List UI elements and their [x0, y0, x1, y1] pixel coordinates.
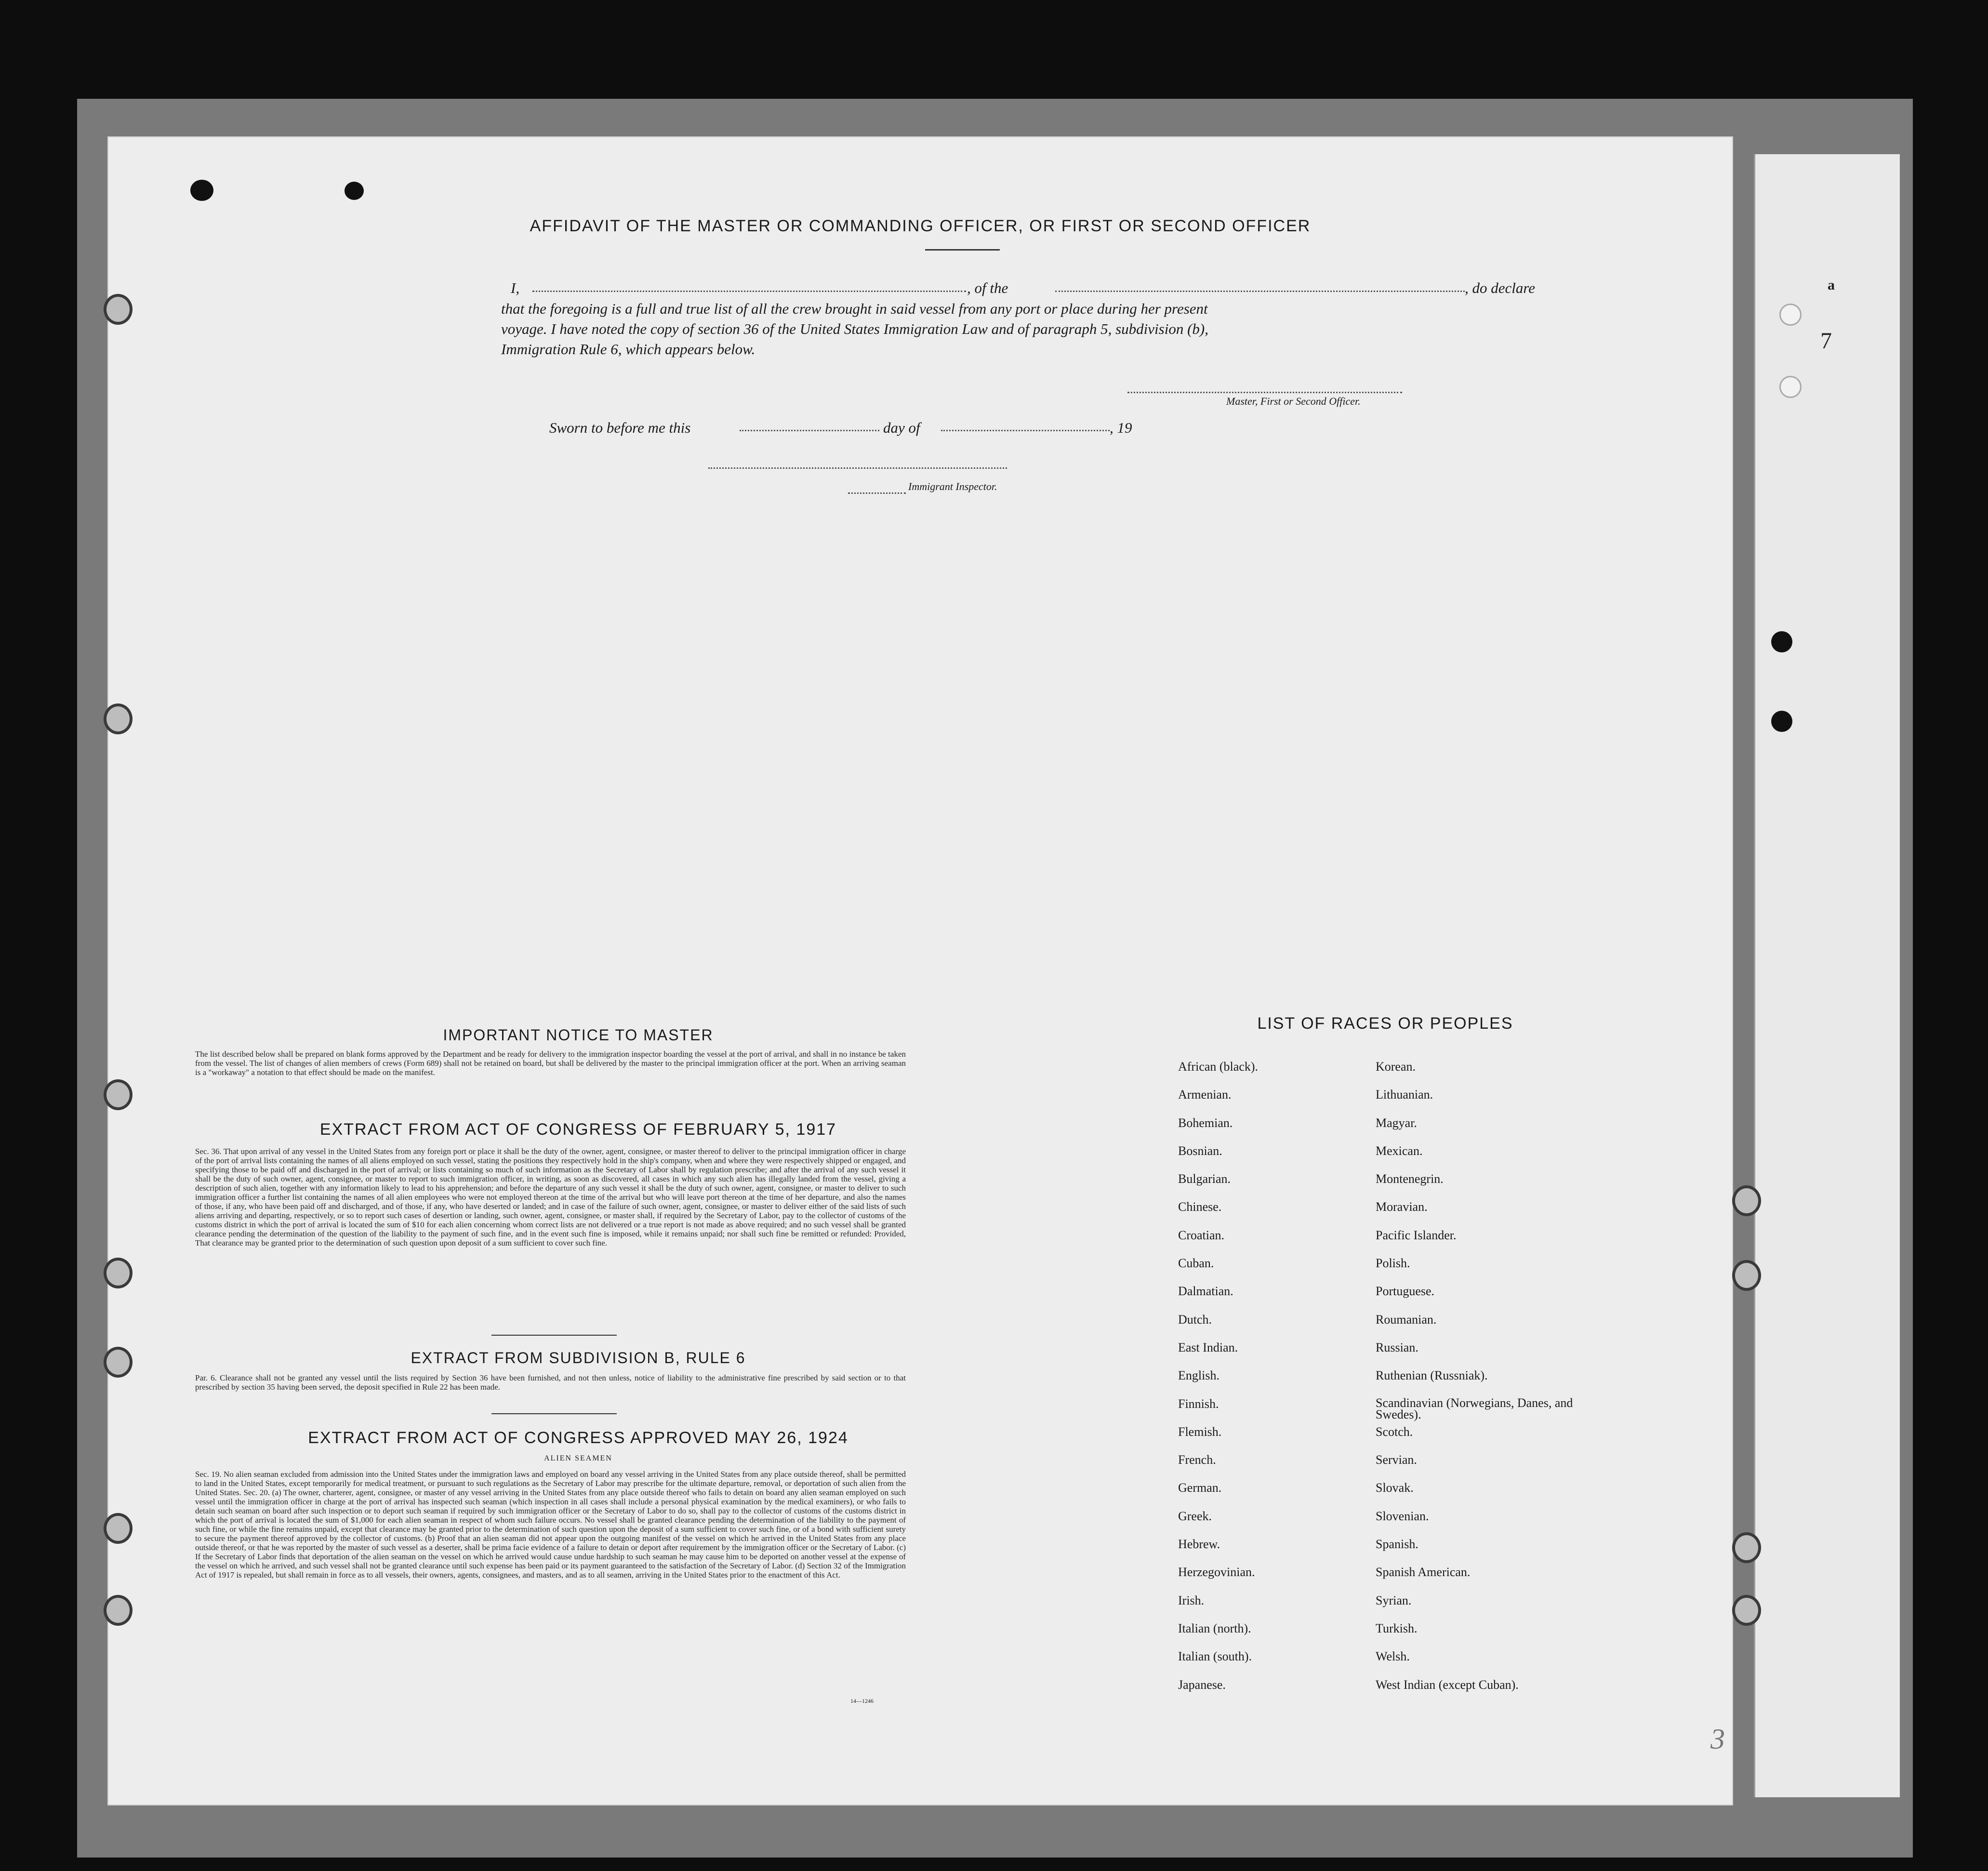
affidavit-declare: , do declare — [1465, 279, 1536, 296]
race-item: English. — [1178, 1368, 1219, 1383]
binder-ring — [104, 1258, 133, 1288]
underpage-letter: a — [1828, 277, 1835, 293]
underpage-digit: 7 — [1820, 328, 1832, 354]
punch-hole — [1771, 631, 1792, 652]
race-item: Montenegrin. — [1376, 1172, 1444, 1186]
race-item: Japanese. — [1178, 1677, 1226, 1692]
race-item: Italian (south). — [1178, 1649, 1252, 1664]
race-item: Magyar. — [1376, 1115, 1417, 1130]
race-item: Portuguese. — [1376, 1284, 1435, 1299]
race-item: Dalmatian. — [1178, 1284, 1233, 1299]
race-item: Chinese. — [1178, 1200, 1222, 1214]
race-item: Ruthenian (Russniak). — [1376, 1368, 1488, 1383]
race-item: Korean. — [1376, 1060, 1416, 1074]
race-item: Lithuanian. — [1376, 1088, 1433, 1102]
extract-1924-title: EXTRACT FROM ACT OF CONGRESS APPROVED MAY 26, 1924 — [308, 1429, 848, 1447]
notice-text: The list described below shall be prepared on blank forms approved by the Department and be ready for delivery to the immigration inspector boarding the vessel at the port of arrival, and shall in no instance be taken from the vessel. The list of changes of alien members of crews (Form 689) shall not be retained on board, but shall be delivered by the master to the principal immigration officer at the port. When an arriving seaman is a "workaway" a notation to that effect should be made on the manifest. — [195, 1049, 906, 1077]
race-item: Bulgarian. — [1178, 1172, 1231, 1186]
race-item: Irish. — [1178, 1593, 1205, 1607]
race-item: Pacific Islander. — [1376, 1228, 1457, 1242]
binder-ring — [1732, 1185, 1761, 1216]
extract-1924-subtitle: ALIEN SEAMEN — [544, 1454, 612, 1462]
binder-ring — [104, 703, 133, 734]
race-item: Mexican. — [1376, 1143, 1423, 1158]
inspector-signature-blank[interactable] — [708, 467, 1007, 469]
section-divider — [491, 1335, 617, 1336]
punch-hole — [345, 182, 364, 200]
binder-ring — [1732, 1260, 1761, 1291]
race-item: Scotch. — [1376, 1424, 1413, 1439]
race-item: Scandinavian (Norwegians, Danes, and Swedes). — [1376, 1395, 1573, 1421]
race-item: Finnish. — [1178, 1396, 1219, 1411]
race-item: Croatian. — [1178, 1228, 1225, 1242]
race-item: Bosnian. — [1178, 1143, 1222, 1158]
races-right-column — [1376, 1060, 1578, 1706]
race-item: Welsh. — [1376, 1649, 1410, 1664]
underlying-page — [1754, 154, 1900, 1797]
inspector-dots — [848, 492, 906, 494]
race-item: Moravian. — [1376, 1200, 1428, 1214]
affidavit-line-4: Immigration Rule 6, which appears below. — [501, 341, 755, 358]
race-item: Flemish. — [1178, 1424, 1222, 1439]
affidavit-of-the: , of the — [967, 279, 1008, 296]
race-item: Cuban. — [1178, 1256, 1214, 1271]
race-item: Hebrew. — [1178, 1537, 1220, 1552]
vessel-blank[interactable] — [1055, 291, 1465, 292]
sworn-month-blank[interactable] — [941, 430, 1110, 431]
race-item: Servian. — [1376, 1453, 1417, 1467]
race-item: Greek. — [1178, 1509, 1212, 1523]
binder-ring — [104, 1595, 133, 1626]
affidavit-title: AFFIDAVIT OF THE MASTER OR COMMANDING OFFICER, OR FIRST OR SECOND OFFICER — [530, 217, 1311, 235]
subdivision-b-title: EXTRACT FROM SUBDIVISION B, RULE 6 — [411, 1349, 746, 1367]
binder-ring — [104, 1347, 133, 1378]
race-item: Spanish American. — [1376, 1565, 1471, 1579]
form-number: 14—1246 — [850, 1698, 874, 1704]
race-item: Slovak. — [1376, 1481, 1414, 1495]
race-item: Syrian. — [1376, 1593, 1412, 1607]
race-item: East Indian. — [1178, 1340, 1238, 1354]
underpage-ring — [1779, 376, 1802, 398]
races-title: LIST OF RACES OR PEOPLES — [1257, 1014, 1513, 1033]
notice-title: IMPORTANT NOTICE TO MASTER — [443, 1026, 714, 1044]
handwritten-page-number: 3 — [1710, 1723, 1725, 1755]
inspector-label: Immigrant Inspector. — [908, 480, 997, 492]
extract-1917-text: Sec. 36. That upon arrival of any vessel in the United States from any foreign port or place it shall be the duty of the owner, agent, consignee, or master thereof to deliver to the principal immigration officer in charge of the port of arrival lists containing the names of all aliens employed on such vessel, stating the positions they respectively hold in the ship's company, when and where they were respectively shipped or engaged, and specifying those to be paid off and discharged in the port of arrival; or lists containing so much of such information as the Secretary of Labor shall by regulation prescribe; and after the arrival of any such vessel it shall be the duty of such owner, agent, consignee, or master to report to such immigration officer, in writing, as soon as discovered, all cases in which any such alien has illegally landed from the vessel, giving a description of such alien, together with any information likely to lead to his apprehension; and before the departure of any such vessel it shall be the duty of such owner, agent, consignee, or master to deliver to such immigration officer a further list containing the names of all alien employees who were not employed thereon at the time of the arrival but who will leave port thereon at the time of her departure, and also the names of those, if any, who have been paid off and discharged, and of those, if any, who have deserted or landed; and in case of the failure of such owner, agent, consignee, or master to deliver either of the said lists of such aliens arriving and departing, respectively, or so to report such cases of desertion or landing, such owner, agent, consignee, or master shall, if required by the Secretary of Labor, pay to the collector of customs of the customs district in which the port of arrival is located the sum of $10 for each alien concerning whom correct lists are not delivered or a true report is not made as above required; and no such vessel shall be granted clearance pending the determination of the question of the liability to the payment of such fine, and in the event such fine is imposed, while it remains unpaid; nor shall such fine be remitted or refunded: Provided, That clearance may be granted prior to the determination of such question upon deposit of a sum sufficient to cover such fine. — [195, 1147, 906, 1247]
name-blank[interactable] — [532, 291, 966, 292]
race-item: Roumanian. — [1376, 1312, 1437, 1327]
punch-hole — [1771, 711, 1792, 732]
master-label: Master, First or Second Officer. — [1226, 395, 1361, 407]
race-item: Turkish. — [1376, 1621, 1418, 1635]
race-item: Spanish. — [1376, 1537, 1418, 1552]
binder-ring — [104, 294, 133, 325]
race-item: Italian (north). — [1178, 1621, 1251, 1635]
subdivision-b-text: Par. 6. Clearance shall not be granted any vessel until the lists required by Section 36 have been furnished, and not then unless, notice of liability to the administrative fine prescribed by said section or to that prescribed by section 35 having been served, the deposit specified in Rule 22 has been made. — [195, 1373, 906, 1392]
binder-ring — [1732, 1595, 1761, 1626]
races-left-column — [1178, 1060, 1258, 1706]
sworn-text: Sworn to before me this — [549, 419, 691, 436]
extract-1917-title: EXTRACT FROM ACT OF CONGRESS OF FEBRUARY 5, 1917 — [319, 1120, 837, 1139]
day-of-text: day of — [883, 419, 920, 436]
binder-ring — [104, 1513, 133, 1544]
punch-hole — [190, 180, 213, 201]
document-page — [108, 137, 1732, 1805]
race-item: West Indian (except Cuban). — [1376, 1677, 1519, 1692]
affidavit-line-2: that the foregoing is a full and true list of all the crew brought in said vessel from any port or place during her present — [501, 300, 1208, 317]
race-item: French. — [1178, 1453, 1216, 1467]
race-item: Polish. — [1376, 1256, 1410, 1271]
race-item: Bohemian. — [1178, 1115, 1233, 1130]
race-item: Slovenian. — [1376, 1509, 1429, 1523]
master-signature-blank[interactable] — [1127, 392, 1402, 393]
extract-1924-text: Sec. 19. No alien seaman excluded from admission into the United States under the immigration laws and employed on board any vessel arriving in the United States from any place outside thereof, shall be permitted to land in the United States, except temporarily for medical treatment, or pursuant to such regulations as the Secretary of Labor may prescribe for the ultimate departure, removal, or deportation of such alien from the United States. Sec. 20. (a) The owner, charterer, agent, consignee, or master of any vessel arriving in the United States from any place outside thereof who fails to detain on board any alien seaman employed on such vessel until the immigration officer in charge at the port of arrival has inspected such seaman (which inspection in all cases shall include a personal physical examination by the medical examiners), or who fails to detain such seaman on board after such inspection or to deport such seaman if required by such immigration officer or the Secretary of Labor to do so, shall pay to the collector of customs of the customs district in which the port of arrival is located the sum of $1,000 for each alien seaman in respect of whom such failure occurs. No vessel shall be granted clearance pending the determination of the liability to the payment of such fine, or while the fine remains unpaid, except that clearance may be granted prior to the determination of such question upon the deposit of a sum sufficient to cover such fine, or of a bond with sufficient surety to secure the payment thereof approved by the collector of customs. (b) Proof that an alien seaman did not appear upon the outgoing manifest of the vessel on which he arrived in the United States from any place outside thereof, or that he was reported by the master of such vessel as a deserter, shall be prima facie evidence of a failure to detain or deport after requirement by the immigration officer or the Secretary of Labor. (c) If the Secretary of Labor finds that deportation of the alien seaman on the vessel on which he arrived would cause undue hardship to such seaman he may cause him to be deported on another vessel at the expense of the vessel on which he arrived, and such vessel shall not be granted clearance until such expense has been paid or its payment guaranteed to the satisfaction of the Secretary of Labor. (d) Section 32 of the Immigration Act of 1917 is repealed, but shall remain in force as to all vessels, their owners, agents, consignees, and masters, and as to all seamen, arriving in the United States prior to the enactment of this Act. — [195, 1470, 906, 1579]
year-text: , 19 — [1110, 419, 1132, 436]
race-item: Dutch. — [1178, 1312, 1212, 1327]
race-item: Russian. — [1376, 1340, 1418, 1354]
title-underline — [925, 249, 1000, 251]
affidavit-i: I, — [511, 279, 520, 296]
race-item: Armenian. — [1178, 1088, 1232, 1102]
affidavit-line-3: voyage. I have noted the copy of section 36 of the United States Immigration Law and of paragraph 5, subdivision (b), — [501, 320, 1208, 337]
binder-ring — [1732, 1532, 1761, 1563]
race-item: Herzegovinian. — [1178, 1565, 1255, 1579]
section-divider — [491, 1413, 617, 1414]
underpage-ring — [1779, 304, 1802, 326]
binder-ring — [104, 1079, 133, 1110]
race-item: German. — [1178, 1481, 1222, 1495]
race-item: African (black). — [1178, 1060, 1259, 1074]
sworn-day-blank[interactable] — [740, 430, 879, 431]
